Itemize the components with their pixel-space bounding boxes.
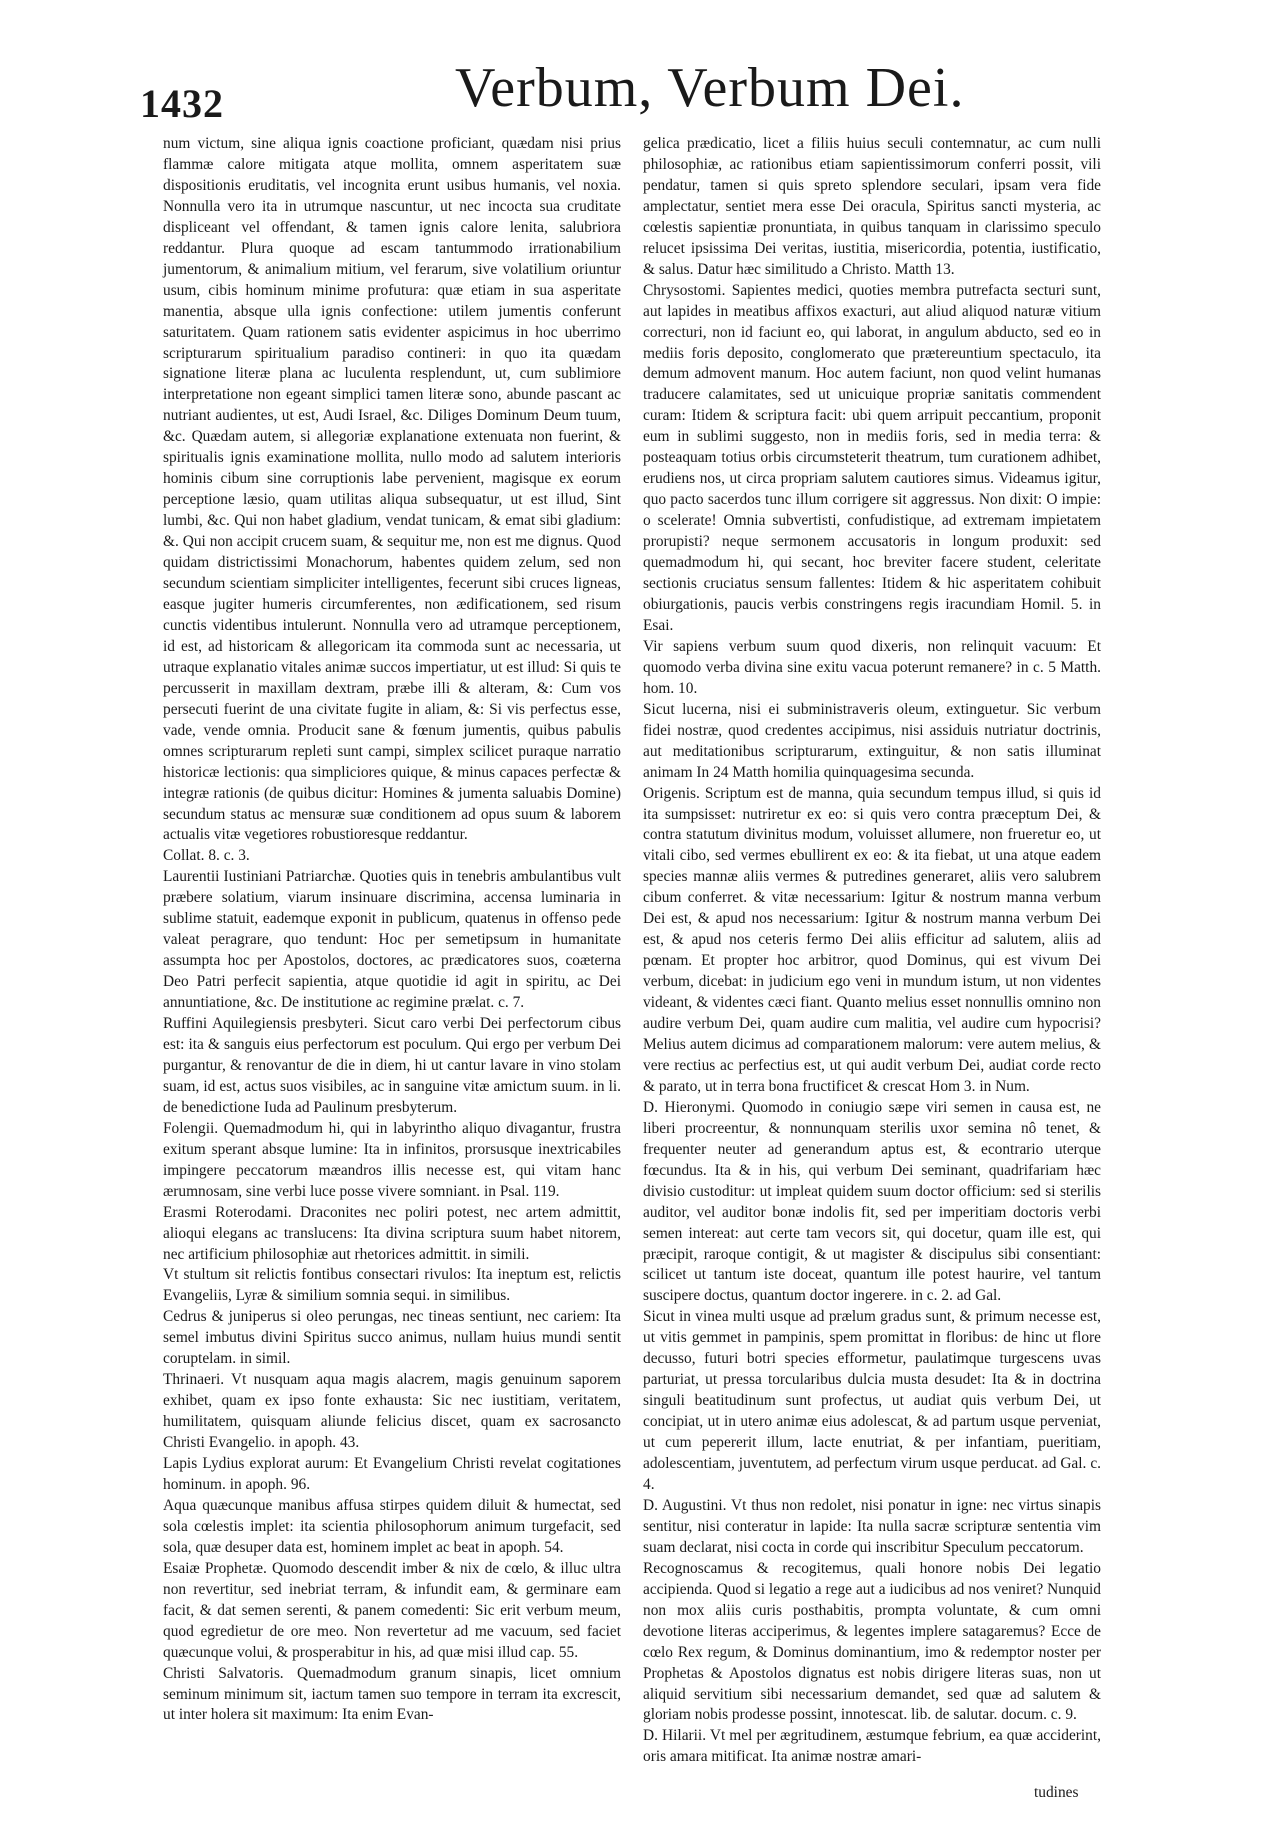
paragraph: Ruffini Aquilegiensis presbyteri. Sicut caro verbi Dei perfectorum cibus est: ita & sanguis eius perfectorum est poculum. Qui ergo per verbum Dei purgantur, & renovantur de die in diem, hi ut cantur lavare in vino stolam suam, id est, actus suos visibiles, ac in sanguine vitæ amictum suum. in li. de benedictione Iuda ad Paulinum presbyterum. — [163, 1015, 621, 1116]
paragraph: Collat. 8. c. 3. — [163, 847, 250, 865]
paragraph: D. Hilarii. Vt mel per ægritudinem, æstumque febrium, ea quæ acciderint, oris amara mitificat. Ita animæ nostræ amari- — [643, 1727, 1101, 1766]
paragraph: Cedrus & juniperus si oleo perungas, nec tineas sentiunt, nec cariem: Ita semel imbutus divini Spiritus succo animus, nullam huius mundi sentit coruptelam. in simil. — [163, 1308, 621, 1368]
right-column — [643, 134, 1101, 1766]
paragraph: Recognoscamus & recogitemus, quali honore nobis Dei legatio accipienda. Quod si legatio a rege aut a iudicibus ad nos veniret? Nunquid non mox aliis curis posthabitis, prompta voluntate, & cum omni devotione literas acciperimus, & legentes implere satagaremus? Ecce de cœlo Rex regum, & Dominus dominantium, imo & redemptor noster per Prophetas & Apostolos dignatus est nobis dirigere literas suas, non ut aliquid servitium sibi necessarium demandet, sed quæ ad salutem & gloriam nobis prodesse possint, innotescat. lib. de salutar. docum. c. 9. — [643, 1559, 1101, 1724]
paragraph: Chrysostomi. Sapientes medici, quoties membra putrefacta secturi sunt, aut lapides in meatibus affixos exacturi, aut aliud aliquod naturæ vitium correcturi, non id faciunt eo, qui laborat, in angulum abducto, sed eo in mediis foris deposito, conglomerato que prætereuntium spectaculo, ita demum admovent manum. Hoc autem faciunt, non quod velint humanas traducere calamitates, sed ut unicuique propriæ sanitatis commendent curam: Itidem & scriptura facit: ubi quem arripuit peccantium, proponit eum in sublimi suggesto, non in mediis foris, sed in media terra: & posteaquam totius orbis circumsteterit theatrum, tum curationem adhibet, erudiens nos, ut circa propriam salutem cautiores simus. Videamus igitur, quo pacto sacerdos tunc illum corrigere sit aggressus. Non dixit: O impie: o scelerate! Omnia subvertisti, confudistique, ad extremam impietatem prorupisti? neque sermonem accusatoris in longum produxit: sed quemadmodum hi, qui secant, hoc breviter facere student, celeritate sectionis cruciatus sensum fallentes: Itidem & hic asperitatem cohibuit obiurgationis, paucis verbis constringens regis iracundiam Homil. 5. in Esai. — [643, 281, 1101, 634]
paragraph: Thrinaeri. Vt nusquam aqua magis alacrem, magis genuinum saporem exhibet, quam ex ipso fonte exhausta: Sic nec iustitiam, veritatem, humilitatem, quisquam aliunde felicius discet, quam ex sacrosancto Christi Evangelio. in apoph. 43. — [163, 1371, 621, 1452]
paragraph: Esaiæ Prophetæ. Quomodo descendit imber & nix de cœlo, & illuc ultra non revertitur, sed inebriat terram, & infundit eam, & germinare eam facit, & dat semen serenti, & panem comedenti: Sic erit verbum meum, quod egredietur de ore meo. Non revertetur ad me vacuum, sed faciet quæcunque volui, & prosperabitur in his, ad quæ misi illud cap. 55. — [163, 1559, 621, 1661]
running-head: Verbum, Verbum Dei. — [455, 57, 965, 119]
paragraph: Sicut lucerna, nisi ei subministraveris oleum, extinguetur. Sic verbum fidei nostræ, quod credentes accipimus, nisi assiduis nutriatur doctrinis, aut meditationibus scripturarum, extinguitur, & non satis illuminat animam In 24 Matth homilia quinquagesima secunda. — [643, 700, 1101, 781]
paragraph: Vir sapiens verbum suum quod dixeris, non relinquit vacuum: Et quomodo verba divina sine exitu vacua poterunt remanere? in c. 5 Matth. hom. 10. — [643, 637, 1101, 697]
paragraph: num victum, sine aliqua ignis coactione proficiant, quædam nisi prius flammæ calore mitigata atque mollita, omnem asperitatem suæ dispositionis eruditatis, vel incognita erunt usibus humanis, vel noxia. Nonnulla vero ita in utrumque nascuntur, ut nec incocta sua cruditate displiceant vel offendant, & tamen ignis calore lenita, salubriora reddantur. Plura quoque ad escam tantummodo irrationabilium jumentorum, & animalium mitium, vel ferarum, sive volatilium oriuntur usum, cibis hominum minime profutura: quæ etiam in sua asperitate manentia, absque ulla ignis confectione: utilem jumentis conferunt saturitatem. Quam rationem satis evidenter aspicimus in hoc uberrimo scripturarum spiritualium paradiso contineri: in quo ita quædam signatione literæ plana ac luculenta resplendunt, ut, cum sublimiore interpretatione non egeant simplici tamen literæ sono, abunde pascant ac nutriant audientes, ut est, Audi Israel, &c. Diliges Dominum Deum tuum, &c. Quædam autem, si allegoriæ explanatione extenuata non fuerint, & spiritualis ignis examinatione mollita, nullo modo ad salutem interioris hominis cibum sine corruptionis labe pervenient, magisque ex eorum perceptione læsio, quam utilitas aliqua subsequatur, ut est illud, Sint lumbi, &c. Qui non habet gladium, vendat tunicam, & emat sibi gladium: &. Qui non accipit crucem suam, & sequitur me, non est me dignus. Quod quidam districtissimi Monachorum, habentes quidem zelum, sed non secundum scientiam simpliciter intelligentes, fecerunt sibi cruces ligneas, easque jugiter humeris circumferentes, non ædificationem, sed risum cunctis videntibus intulerunt. Nonnulla vero ad utramque perceptionem, id est, ad historicam & allegoricam ita commoda sunt ac necessaria, ut utraque explanatio vitales animæ succos impertiatur, ut est illud: Si quis te percusserit in maxillam dextram, præbe illi & alteram, &: Cum vos persecuti fuerint de una civitate fugite in aliam, &: Si vis perfectus esse, vade, vende omnia. Producit sane & fœnum jumentis, quibus pabulis omnes scripturarum repleti sunt campi, simplex scilicet puraque narratio historicæ lectionis: qua simpliciores quique, & minus capaces perfectæ & integræ rationis (de quibus dicitur: Homines & jumenta saluabis Domine) secundum status ac mensuræ suæ conditionem ad opus suum & laborem actualis vitæ vegetiores robustioresque reddantur. — [163, 135, 621, 844]
paragraph: D. Hieronymi. Quomodo in coniugio sæpe viri semen in causa est, ne liberi procreentur, & nonnunquam sterilis uxor semina nô tenet, & frequenter neuter ad generandum aptus est, & econtrario uterque fœcundus. Ita & in his, qui verbum Dei seminant, quadrifariam hæc divisio custoditur: ut impleat quidem suum doctor officium: sed si sterilis auditor, vel auditor bonæ indolis fit, sed per imperitiam doctoris verbi semen intereat: aut certe tam vecors sit, qui docetur, quam ille est, qui præcipit, raroque contigit, & ut magister & discipulus sibi consentiant: scilicet ut tantum iste doceat, quantum ille potest haurire, vel tantum suscipere doctus, quantum doctor ingerere. in c. 2. ad Gal. — [643, 1098, 1101, 1305]
left-column — [163, 134, 621, 1824]
paragraph: Sicut in vinea multi usque ad prælum gradus sunt, & primum necesse est, ut vitis gemmet in pampinis, spem promittat in floribus: de hinc ut flore decusso, futuri botri species efformetur, paulatimque turgescens uvas parturiat, ut pressa torcularibus dulcia musta desudet: Ita & in doctrina singuli beatitudinum sunt profectus, ut audiat quis verbum Dei, ut concipiat, ut in utero animæ eius adolescat, & ad partum usque perveniat, ut cum pepererit illum, lacte enutriat, & per infantiam, pueritiam, adolescentiam, juventutem, ad perfectum virum usque perducat. ad Gal. c. 4. — [643, 1308, 1101, 1493]
paragraph: D. Augustini. Vt thus non redolet, nisi ponatur in igne: nec virtus sinapis sentitur, nisi conteratur in lapide: Ita nulla sacræ scripturæ sententia vim suam declarat, nisi cocta in corde qui inscribitur Speculum peccatorum. — [643, 1496, 1101, 1556]
paragraph: Christi Salvatoris. Quemadmodum granum sinapis, licet omnium seminum minimum sit, iactum tamen suo tempore in terram ita excrescit, ut inter holera sit maximum: Ita enim Evan- — [163, 1664, 621, 1724]
paragraph: Origenis. Scriptum est de manna, quia secundum tempus illud, si quis id ita sumpsisset: nutriretur ex eo: si quis vero contra præceptum Dei, & contra statutum divinitus modum, voluisset allumere, non frueretur eo, ut vitali cibo, sed vermes ebullirent ex eo: & ita fiebat, ut una atque eadem species mannæ aliis vermes & putredines generaret, aliis vero salubrem cibum conferret. & vitæ necessarium: Igitur & nostrum manna verbum Dei est, & apud nos necessarium: Igitur & nostrum manna verbum Dei est, & apud nos ceteris fermo Dei aliis efficitur ad salutem, aliis ad pœnam. Et propter hoc arbitror, quod Dominus, qui est vivum Dei verbum, dicebat: in judicium ego veni in mundum istum, ut non videntes videant, & videntes cæci fiant. Quanto melius esset nonnullis omnino non audire verbum Dei, quam audire cum malitia, vel audire cum hypocrisi? Melius autem dicimus ad comparationem malorum: vere autem melius, & vere rectius ac perfectius est, ut qui audit verbum Dei, audiat corde recto & parato, ut in terra bona fructificet & crescat Hom 3. in Num. — [643, 784, 1101, 1095]
paragraph: Erasmi Roterodami. Draconites nec poliri potest, nec artem admittit, alioqui elegans ac translucens: Ita divina scriptura suum habet nitorem, nec artificium philosophiæ aut rhetorices admittit. in simili. — [163, 1203, 621, 1263]
paragraph: Folengii. Quemadmodum hi, qui in labyrintho aliquo divagantur, frustra exitum sperant absque lumine: Ita in infinitos, prorsusque inextricabiles impingere peccatorum mæandros illis necesse est, qui vitam hanc ærumnosam, sine verbi luce posse vivere somniant. in Psal. 119. — [163, 1119, 621, 1200]
paragraph: Vt stultum sit relictis fontibus consectari rivulos: Ita ineptum est, relictis Evangeliis, Lyræ & similium somnia sequi. in similibus. — [163, 1266, 621, 1305]
paragraph: Laurentii Iustiniani Patriarchæ. Quoties quis in tenebris ambulantibus vult præbere solatium, viarum insinuare discrimina, accensa luminaria in sublime statuit, eademque exponit in publicum, quatenus in offenso pede valeat peragrare, quo tendunt: Hoc per semetipsum in humanitate assumpta hoc per Apostolos, doctores, ac prædicatores suos, coæterna Deo Patri perfecit sapientia, atque quotidie id agit in spiritu, ac Dei annuntiatione, &c. De institutione ac regimine prælat. c. 7. — [163, 868, 621, 1012]
page-number: 1432 — [140, 81, 224, 126]
paragraph: Aqua quæcunque manibus affusa stirpes quidem diluit & humectat, sed sola cœlestis implet: ita scientia philosophorum animum turgefacit, sed sola, quæ desuper data est, hominem implet ac beat in apoph. 54. — [163, 1496, 621, 1556]
paragraph: gelica prædicatio, licet a filiis huius seculi contemnatur, ac cum nulli philosophiæ, ac rationibus etiam sapientissimorum conferri possit, vili pendatur, tamen si quis spreto splendore seculari, ipsam vera fide amplectatur, sentiet mera esse Dei oracula, Spiritus sancti mysteria, ac cœlestis sapientiæ pronuntiata, in quibus tanquam in clarissimo speculo relucet ipsissima Dei veritas, iustitia, misericordia, potentia, iustificatio, & salus. Datur hæc similitudo a Christo. Matth 13. — [643, 135, 1101, 278]
paragraph: Lapis Lydius explorat aurum: Et Evangelium Christi revelat cogitationes hominum. in apoph. 96. — [163, 1455, 621, 1493]
catchword: tudines — [1034, 1784, 1079, 1801]
